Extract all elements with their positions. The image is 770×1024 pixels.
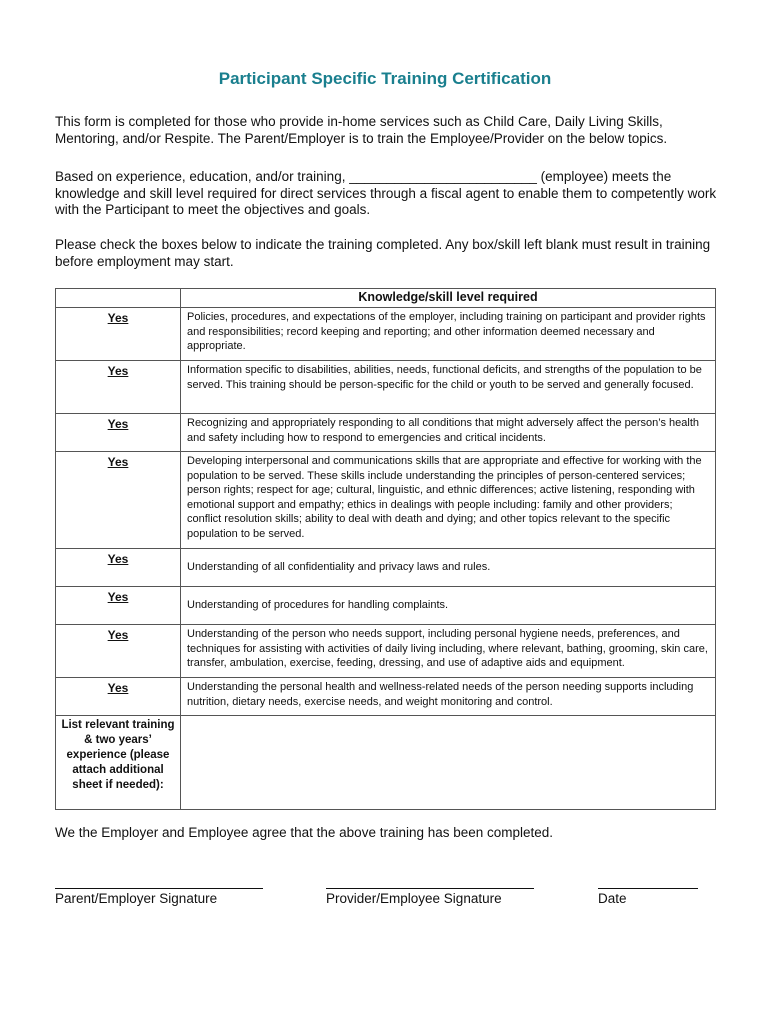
statement-paragraph: Based on experience, education, and/or training, _________________________ (employee) meets the knowledge and skill level required for direct services through a fiscal agent to enable them to competently work with the Participant to meet the objectives and goals. xyxy=(55,169,717,217)
yes-checkbox[interactable]: Yes xyxy=(56,361,181,414)
employer-signature-line[interactable] xyxy=(55,874,263,889)
yes-checkbox[interactable]: Yes xyxy=(56,587,181,625)
table-row xyxy=(56,549,716,587)
list-row xyxy=(56,716,716,810)
table-header: Knowledge/skill level required xyxy=(181,289,716,308)
skill-description: Understanding of procedures for handling complaints. xyxy=(181,587,716,625)
table-row xyxy=(56,361,716,414)
skill-description: Policies, procedures, and expectations of the employer, including training on participant and provider rights and responsibilities; record keeping and reporting; and other information deemed necessary and appropriate. xyxy=(181,308,716,361)
table-header-row xyxy=(56,289,716,308)
skill-description: Developing interpersonal and communications skills that are appropriate and effective for working with the population to be served. These skills include understanding the principles of person-centered services; person rights; respect for age; cultural, linguistic, and ethnic differences; active listening, responding with emotional support and empathy; ethics in dealings with people including: family and other providers; conflict resolution skills; ability to deal with death and dying; and other topics relevant to the specific population to be served. xyxy=(181,452,716,549)
yes-checkbox[interactable]: Yes xyxy=(56,625,181,678)
yes-checkbox[interactable]: Yes xyxy=(56,414,181,452)
employer-signature-block xyxy=(55,874,263,906)
yes-checkbox[interactable]: Yes xyxy=(56,678,181,716)
skill-description: Understanding of all confidentiality and privacy laws and rules. xyxy=(181,549,716,587)
yes-checkbox[interactable]: Yes xyxy=(56,308,181,361)
date-block xyxy=(598,874,698,906)
list-training-label: List relevant training & two years’ experience (please attach additional sheet if needed): xyxy=(56,716,181,810)
date-label: Date xyxy=(598,891,627,906)
table-row xyxy=(56,308,716,361)
yes-checkbox[interactable]: Yes xyxy=(56,549,181,587)
table-row xyxy=(56,678,716,716)
provider-signature-line[interactable] xyxy=(326,874,534,889)
agreement-text: We the Employer and Employee agree that the above training has been completed. xyxy=(55,825,554,840)
intro-paragraph: This form is completed for those who provide in-home services such as Child Care, Daily Living Skills, Mentoring, and/or Respite. The Parent/Employer is to train the Employee/Provider on the below topics. xyxy=(55,114,668,146)
employer-signature-label: Parent/Employer Signature xyxy=(55,891,218,906)
skill-description: Understanding the personal health and wellness-related needs of the person needing supports including nutrition, dietary needs, exercise needs, and weight monitoring and control. xyxy=(181,678,716,716)
instruction-paragraph: Please check the boxes below to indicate the training completed. Any box/skill left blank must result in training before employment may start. xyxy=(55,237,711,269)
table-row xyxy=(56,452,716,549)
provider-signature-label: Provider/Employee Signature xyxy=(326,891,502,906)
provider-signature-block xyxy=(326,874,534,906)
training-table xyxy=(55,288,716,810)
skill-description: Information specific to disabilities, abilities, needs, functional deficits, and strengths of the population to be served. This training should be person-specific for the child or youth to be served and generally focused. xyxy=(181,361,716,414)
skill-description: Understanding of the person who needs support, including personal hygiene needs, preferences, and techniques for assisting with activities of daily living including, where relevant, bathing, grooming, skin care, transfer, ambulation, exercise, feeding, dressing, and use of adaptive aids and equipment. xyxy=(181,625,716,678)
table-row xyxy=(56,625,716,678)
yes-checkbox[interactable]: Yes xyxy=(56,452,181,549)
skill-description: Recognizing and appropriately responding to all conditions that might adversely affect the person’s health and safety including how to respond to emergencies and critical incidents. xyxy=(181,414,716,452)
table-row xyxy=(56,587,716,625)
header-blank-cell xyxy=(56,289,181,308)
date-line[interactable] xyxy=(598,874,698,889)
list-training-field[interactable] xyxy=(181,716,716,810)
form-title: Participant Specific Training Certification xyxy=(218,69,552,88)
table-row xyxy=(56,414,716,452)
